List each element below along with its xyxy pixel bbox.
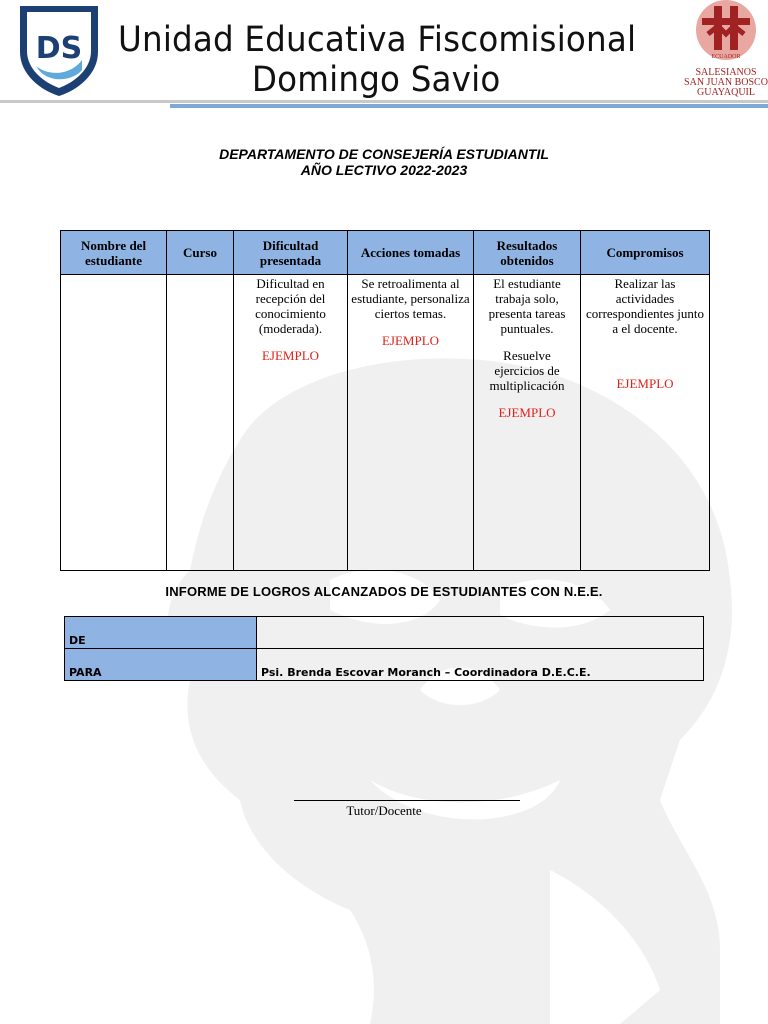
seal-line2: SAN JUAN BOSCO (684, 77, 768, 88)
department-heading (0, 146, 768, 178)
counseling-table (60, 230, 710, 571)
seal-line1: SALESIANOS (695, 67, 757, 78)
resultados-text-2: Resuelve ejercicios de multiplicación (489, 348, 565, 393)
compromisos-example-tag: EJEMPLO (616, 376, 674, 391)
from-to-table (64, 616, 704, 681)
to-field[interactable]: Psi. Brenda Escovar Moranch – Coordinadora D.E.C.E. (257, 649, 704, 681)
header-accent-bar (170, 104, 768, 108)
seal-country: ECUADOR (711, 54, 741, 60)
table-header-row (61, 231, 710, 275)
department-name: DEPARTAMENTO DE CONSEJERÍA ESTUDIANTIL (219, 146, 549, 162)
header-dificultad: Dificultad presentada (234, 231, 348, 275)
dificultad-text: Dificultad en recepción del conocimiento (moderada). (255, 276, 326, 336)
from-row (65, 617, 704, 649)
resultados-example-tag: EJEMPLO (498, 405, 556, 420)
cell-nombre[interactable] (61, 275, 167, 571)
from-field[interactable] (257, 617, 704, 649)
school-year: AÑO LECTIVO 2022-2023 (300, 162, 468, 178)
cell-resultados[interactable] (474, 275, 581, 571)
salesianos-seal (684, 0, 768, 100)
dificultad-example-tag: EJEMPLO (261, 348, 320, 363)
cell-acciones[interactable] (348, 275, 474, 571)
cell-curso[interactable] (167, 275, 234, 571)
from-label: DE (65, 617, 257, 649)
header-divider (0, 100, 768, 103)
to-row (65, 649, 704, 681)
header-curso: Curso (167, 231, 234, 275)
header-resultados: Resultados obtenidos (474, 231, 581, 275)
signature-line[interactable] (294, 800, 520, 801)
header-compromisos: Compromisos (581, 231, 710, 275)
school-name-line2: Domingo Savio (251, 60, 501, 100)
to-label: PARA (65, 649, 257, 681)
resultados-text-1: El estudiante trabaja solo, presenta tareas puntuales. (488, 276, 566, 336)
acciones-example-tag: EJEMPLO (381, 333, 440, 348)
signature-label: Tutor/Docente (346, 803, 422, 818)
svg-text:DS: DS (35, 31, 83, 66)
acciones-text: Se retroalimenta al estudiante, personaliza ciertos temas. (351, 276, 470, 321)
header-acciones: Acciones tomadas (348, 231, 474, 275)
compromisos-text: Realizar las actividades correspondientes junto a el docente. (585, 276, 705, 336)
report-title: INFORME DE LOGROS ALCANZADOS DE ESTUDIANTES CON N.E.E. (165, 584, 603, 599)
school-shield-logo (16, 0, 102, 98)
school-name-line1: Unidad Educativa Fiscomisional (118, 20, 637, 60)
seal-line3: GUAYAQUIL (697, 87, 755, 98)
cell-compromisos[interactable] (581, 275, 710, 571)
header-nombre: Nombre del estudiante (61, 231, 167, 275)
cell-dificultad[interactable] (234, 275, 348, 571)
school-name (118, 20, 639, 100)
table-row (61, 275, 710, 571)
